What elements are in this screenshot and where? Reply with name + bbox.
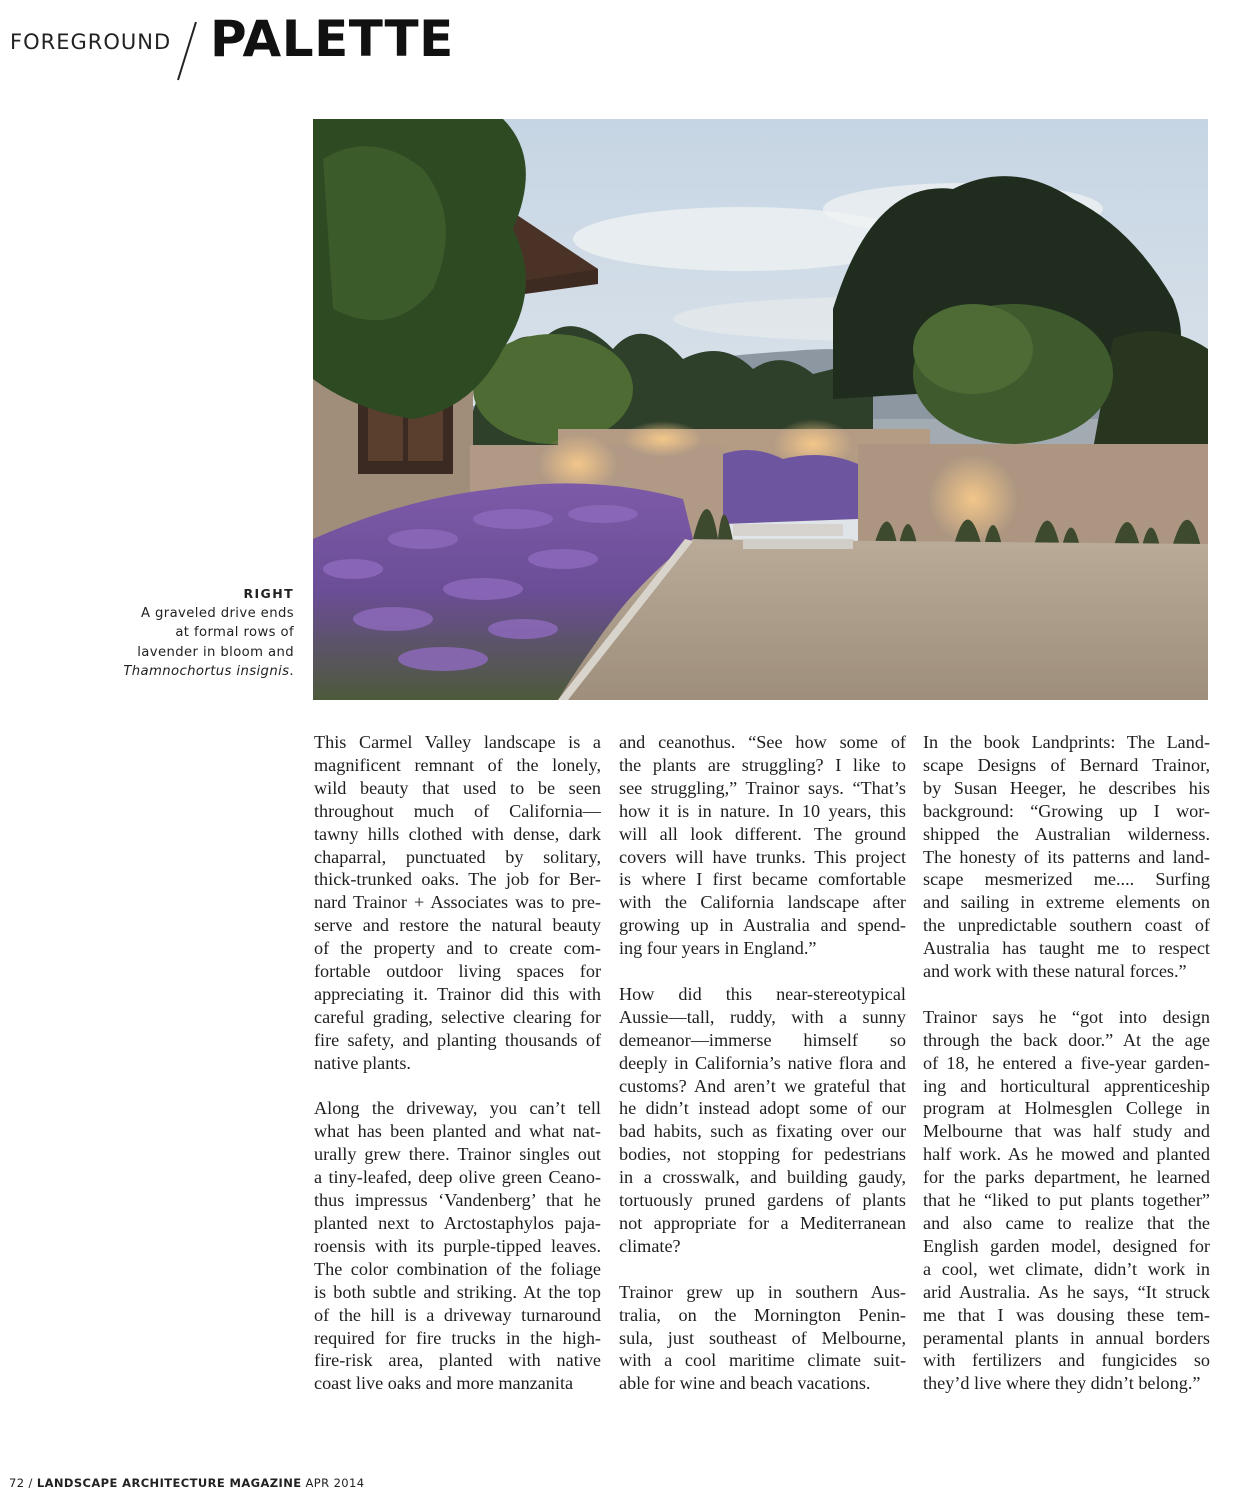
- footer-separator: /: [28, 1476, 33, 1490]
- article-line: coast live oaks and more manzanita: [314, 1373, 574, 1394]
- page-footer: [9, 1476, 364, 1490]
- article-line: with the California landscape after: [619, 892, 906, 913]
- article-line: in a crosswalk, and building gaudy,: [619, 1167, 906, 1188]
- article-line: Aussie—tall, ruddy, with a sunny: [619, 1006, 906, 1027]
- caption-line: at formal rows of: [175, 625, 294, 640]
- article-line: How did this near-stereotypical: [619, 983, 906, 1004]
- article-line: careful grading, selective clearing for: [314, 1006, 601, 1027]
- article-line: native plants.: [314, 1052, 411, 1073]
- article-line: This Carmel Valley landscape is a: [314, 732, 601, 752]
- article-line: what has been planted and what nat-: [314, 1121, 601, 1142]
- publication-name: LANDSCAPE ARCHITECTURE MAGAZINE: [36, 1476, 302, 1490]
- article-line: me that I was dousing these tem-: [923, 1304, 1210, 1325]
- article-line: ing and horticultural apprenticeship: [923, 1075, 1210, 1096]
- article-line: Australia has taught me to respect: [923, 938, 1210, 959]
- article-line: and sailing in extreme elements on: [923, 892, 1210, 913]
- article-paragraph: [619, 1281, 906, 1396]
- article-line: serve and restore the natural beauty: [314, 915, 601, 936]
- article-line: is both subtle and striking. At the top: [314, 1281, 601, 1302]
- article-line: the plants are struggling? I like to: [619, 754, 906, 775]
- article-line: Along the driveway, you can’t tell: [314, 1098, 601, 1119]
- article-line: wild beauty that used to be seen: [314, 777, 601, 798]
- article-line: climate?: [619, 1235, 681, 1256]
- article-line: with fertilizers and fungicides so: [923, 1350, 1210, 1371]
- article-line: scape Designs of Bernard Trainor,: [923, 754, 1210, 775]
- article-line: will all look different. The ground: [619, 823, 906, 844]
- article-line: In the book Landprints: The Land-: [923, 732, 1210, 752]
- article-paragraph: [314, 1097, 601, 1395]
- caption-line: A graveled drive ends: [140, 605, 294, 621]
- article-line: roensis with its purple-tipped leaves.: [314, 1235, 601, 1256]
- caption-line: [60, 662, 294, 682]
- article-paragraph: [923, 1006, 1210, 1395]
- article-line: background: “Growing up I wor-: [923, 800, 1210, 821]
- header-slash: [176, 20, 198, 82]
- article-line: The color combination of the foliage: [314, 1258, 601, 1279]
- article-line: of 18, he entered a five-year garden-: [923, 1052, 1210, 1073]
- article-line: he didn’t instead adopt some of our: [619, 1098, 906, 1119]
- article-line: customs? And aren’t we grateful that: [619, 1075, 906, 1096]
- article-line: appreciating it. Trainor did this with: [314, 983, 601, 1004]
- article-line: planted next to Arctostaphylos paja-: [314, 1213, 601, 1234]
- article-line: covers will have trunks. This project: [619, 846, 906, 867]
- article-line: English garden model, designed for: [923, 1235, 1210, 1256]
- article-line: thus impressus ‘Vandenberg’ that he: [314, 1190, 601, 1211]
- article-line: fire safety, and planting thousands of: [314, 1029, 601, 1050]
- article-line: bodies, not stopping for pedestrians: [619, 1144, 906, 1165]
- article-line: the unpredictable southern coast of: [923, 915, 1210, 936]
- article-line: peramental plants in annual borders: [923, 1327, 1210, 1348]
- article-line: able for wine and beach vacations.: [619, 1373, 871, 1394]
- caption-period: .: [289, 664, 294, 679]
- article-line: for the parks department, he learned: [923, 1167, 1210, 1188]
- article-line: arid Australia. As he says, “It struck: [923, 1281, 1210, 1302]
- article-paragraph: [314, 731, 601, 1075]
- article-line: tawny hills clothed with dense, dark: [314, 823, 601, 844]
- article-line: shipped the Australian wilderness.: [923, 823, 1210, 844]
- article-paragraph: [619, 731, 906, 960]
- article-line: tralia, on the Mornington Penin-: [619, 1304, 906, 1325]
- article-column-3: [923, 731, 1210, 1418]
- article-line: and work with these natural forces.”: [923, 961, 1187, 982]
- article-line: not appropriate for a Mediterranean: [619, 1213, 906, 1234]
- article-line: demeanor—immerse himself so: [619, 1029, 906, 1050]
- article-line: a tiny-leafed, deep olive green Ceano-: [314, 1167, 601, 1188]
- article-line: see struggling,” Trainor says. “That’s: [619, 777, 906, 798]
- article-line: a cool, wet climate, didn’t work in: [923, 1258, 1210, 1279]
- article-line: chaparral, punctuated by solitary,: [314, 846, 601, 867]
- page-title: PALETTE: [210, 10, 454, 68]
- issue-date: APR 2014: [305, 1476, 365, 1490]
- article-line: of the hill is a driveway turnaround: [314, 1304, 601, 1325]
- caption-line: lavender in bloom and: [137, 644, 294, 660]
- article-line: scape mesmerized me.... Surfing: [923, 869, 1210, 890]
- article-line: thick-trunked oaks. The job for Ber-: [314, 869, 601, 890]
- article-line: with a cool maritime climate suit-: [619, 1350, 906, 1371]
- article-column-2: [619, 731, 906, 1418]
- article-line: magnificent remnant of the lonely,: [314, 754, 601, 775]
- article-line: Trainor says he “got into design: [923, 1006, 1210, 1027]
- article-line: by Susan Heeger, he describes his: [923, 777, 1210, 798]
- article-line: fire-risk area, planted with native: [314, 1350, 601, 1371]
- article-line: half work. As he mowed and planted: [923, 1144, 1210, 1165]
- article-line: Trainor grew up in southern Aus-: [619, 1281, 906, 1302]
- article-line: they’d live where they didn’t belong.”: [923, 1373, 1201, 1394]
- article-line: of the property and to create com-: [314, 938, 601, 959]
- article-paragraph: [619, 983, 906, 1258]
- article-line: ing four years in England.”: [619, 938, 817, 959]
- caption-label: RIGHT: [243, 586, 294, 601]
- article-line: fortable outdoor living spaces for: [314, 961, 601, 982]
- article-line: nard Trainor + Associates was to pre-: [314, 892, 601, 913]
- article-line: urally grew there. Trainor singles out: [314, 1144, 601, 1165]
- article-line: throughout much of California—: [314, 800, 601, 821]
- article-line: program at Holmesglen College in: [923, 1098, 1210, 1119]
- article-line: Melbourne that was half study and: [923, 1121, 1210, 1142]
- article-column-1: [314, 731, 601, 1418]
- article-line: tortuously pruned gardens of plants: [619, 1190, 906, 1211]
- article-line: sula, just southeast of Melbourne,: [619, 1327, 906, 1348]
- article-line: The honesty of its patterns and land-: [923, 846, 1210, 867]
- article-line: that he “liked to put plants together”: [923, 1190, 1210, 1211]
- article-line: and also came to realize that the: [923, 1213, 1210, 1234]
- article-line: and ceanothus. “See how some of: [619, 732, 906, 752]
- photo-caption: [60, 584, 294, 682]
- article-paragraph: [923, 731, 1210, 983]
- section-label: FOREGROUND: [10, 30, 172, 54]
- article-line: required for fire trucks in the high-: [314, 1327, 601, 1348]
- article-line: deeply in California’s native flora and: [619, 1052, 906, 1073]
- caption-species: Thamnochortus insignis: [123, 664, 290, 679]
- article-line: is where I first became comfortable: [619, 869, 906, 890]
- article-line: bad habits, such as fixating over our: [619, 1121, 906, 1142]
- page-number: 72: [9, 1476, 25, 1490]
- article-line: how it is in nature. In 10 years, this: [619, 800, 906, 821]
- article-line: through the back door.” At the age: [923, 1029, 1210, 1050]
- article-line: growing up in Australia and spend-: [619, 915, 906, 936]
- garden-photo: [313, 119, 1208, 700]
